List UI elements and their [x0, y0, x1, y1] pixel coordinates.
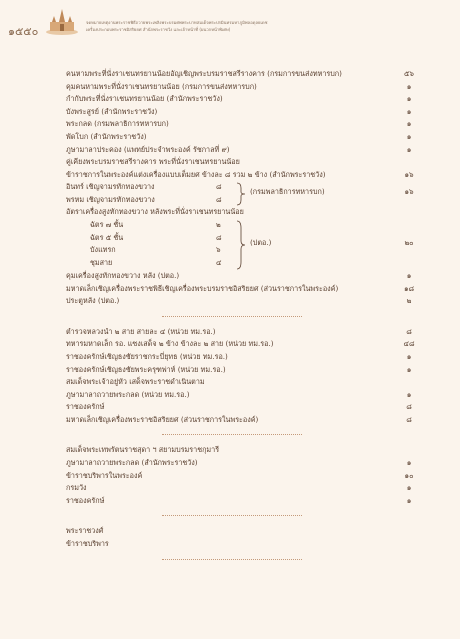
- list-row: [66, 538, 406, 551]
- list-row: [66, 457, 412, 470]
- row-label: พัดโบก (สำนักพระราชวัง): [66, 131, 147, 141]
- row-label: ภูษามาลาประคอง (แพทย์ประจำพระองค์ รัชกาลที่ ๙): [66, 144, 230, 154]
- row-label: ตำรวจหลวงนำ ๒ สาย สายละ ๔ (หน่วย ทม.รอ.): [66, 326, 216, 336]
- section-divider: [162, 559, 302, 561]
- list-row: [66, 206, 406, 219]
- row-label: ชุมสาย: [90, 257, 113, 267]
- list-row: [66, 364, 412, 377]
- list-row: [66, 131, 412, 144]
- row-count: ๑: [406, 351, 412, 361]
- list-row: [66, 401, 412, 414]
- list-row: [66, 81, 412, 94]
- list-row: [66, 169, 414, 182]
- procession-list: [66, 68, 415, 569]
- list-row: [66, 118, 412, 131]
- brace-icon: [236, 220, 246, 270]
- list-row: [66, 470, 414, 483]
- row-count: ๑: [406, 270, 412, 280]
- list-row: [66, 351, 412, 364]
- header-text: [86, 19, 326, 33]
- row-label: ทหารมหาดเล็ก รอ. แซงเสด็จ ๒ ข้าง ข้างละ ๒ สาย (หน่วย ทม.รอ.): [66, 339, 274, 349]
- section-divider: [162, 434, 302, 436]
- row-label: สมเด็จพระเจ้าอยู่หัว เสด็จพระราชดำเนินตาม: [66, 377, 205, 387]
- row-count: ๑๘: [403, 283, 415, 293]
- list-row: [66, 376, 406, 389]
- page-number: ๑๕๕๐: [8, 25, 39, 38]
- list-row: [66, 93, 412, 106]
- row-count: ๘: [406, 414, 412, 424]
- row-count: ๑: [406, 94, 412, 104]
- list-row: [66, 338, 415, 351]
- row-label: ข้าราชบริพาร: [66, 539, 109, 549]
- list-row: [66, 106, 412, 119]
- row-count: ๔๘: [403, 339, 415, 349]
- header-line-2: เครื่องประกอบพระราชอิสริยยศ สำนักพระราชวัง และเจ้าหน้าที่ (ผนวกหน้าพิเศษ): [86, 27, 231, 32]
- row-label: ภูษามาลาถวายพระกลด (สำนักพระราชวัง): [66, 458, 198, 468]
- row-qty: ๘: [216, 182, 222, 192]
- row-count: ๑๐: [404, 470, 414, 480]
- row-label: ภูษามาลาถวายพระกลด (หน่วย ทม.รอ.): [66, 389, 190, 399]
- group-label: (กรมพลาธิการทหารบก): [250, 187, 325, 197]
- row-label: ข้าราชการในพระองค์แต่งเครื่องแบบเต็มยศ ข้างละ ๘ รวม ๒ ข้าง (สำนักพระราชวัง): [66, 169, 326, 179]
- list-row: [66, 144, 412, 157]
- row-label: มหาดเล็กเชิญเครื่องพระราชพิธีเชิญเครื่องพระบรมราชอิสริยยศ (ส่วนราชการในพระองค์): [66, 283, 339, 293]
- row-label: พระกลด (กรมพลาธิการทหารบก): [66, 119, 169, 129]
- row-label: ราชองครักษ์: [66, 402, 105, 412]
- row-count: ๑: [406, 389, 412, 399]
- row-label: ฉัตร ๗ ชั้น: [90, 219, 124, 229]
- row-count: ๑: [406, 458, 412, 468]
- row-label: กรมวัง: [66, 483, 87, 493]
- list-row: [66, 326, 412, 339]
- row-count: ๑: [406, 131, 412, 141]
- list-row: [66, 270, 412, 283]
- list-row: [66, 414, 412, 427]
- list-row: [66, 444, 406, 457]
- row-count: ๑: [406, 483, 412, 493]
- brace-icon: [236, 182, 246, 206]
- row-count: ๑๖: [404, 169, 414, 179]
- row-count: ๑: [406, 119, 412, 129]
- list-row: [66, 495, 412, 508]
- row-label: ราชองครักษ์เชิญธงชัยราชกระบี่ยุทธ (หน่วย ทม.รอ.): [66, 351, 228, 361]
- row-qty: ๖: [216, 245, 221, 255]
- chamara-group: [66, 181, 414, 206]
- row-label: ราชองครักษ์: [66, 495, 105, 505]
- row-qty: ๘: [216, 232, 222, 242]
- row-label: มหาดเล็กเชิญเครื่องพระราชอิสริยยศ (ส่วนราชการในพระองค์): [66, 414, 259, 424]
- list-row: [66, 156, 406, 169]
- header-line-1: จดหมายเหตุงานพระราชพิธีถวายพระเพลิงพระบรมศพพระบาทสมเด็จพระปรมินทรมหาภูมิพลอดุลยเดช: [86, 20, 268, 25]
- list-row: [66, 482, 412, 495]
- row-qty: ๔: [216, 257, 222, 267]
- row-label: ประตูหลัง (ปตอ.): [66, 296, 120, 306]
- row-label: สมเด็จพระเทพรัตนราชสุดา ฯ สยามบรมราชกุมารี: [66, 445, 220, 455]
- row-label: พระราชวงศ์: [66, 526, 104, 536]
- row-label: คุมเครื่องสูงทักทองขวาง หลัง (ปตอ.): [66, 270, 180, 280]
- row-label: ฉัตร ๕ ชั้น: [90, 232, 124, 242]
- list-row: [66, 389, 412, 402]
- row-label: พรหม เชิญจามรทักทองขวาง: [66, 194, 155, 204]
- row-count: ๑: [406, 144, 412, 154]
- section-divider: [162, 515, 302, 517]
- list-row: [66, 525, 406, 538]
- row-label: กำกับพระที่นั่งราเชนทรยานน้อย (สำนักพระราชวัง): [66, 94, 223, 104]
- row-label: คนหามพระที่นั่งราเชนทรยานน้อยอัญเชิญพระบรมราชสรีรางคาร (กรมการขนส่งทหารบก): [66, 69, 342, 78]
- regalia-group: [66, 219, 414, 270]
- row-count: ๕๖: [403, 69, 414, 78]
- row-count: ๑: [406, 495, 412, 505]
- row-label: บังพระสูรย์ (สำนักพระราชวัง): [66, 106, 158, 116]
- row-count: ๑: [406, 364, 412, 374]
- row-label: ราชองครักษ์เชิญธงชัยพระครุฑพ่าห์ (หน่วย ทม.รอ.): [66, 364, 226, 374]
- list-row: [66, 283, 415, 296]
- row-qty: ๒: [216, 219, 221, 229]
- row-label: ข้าราชบริพารในพระองค์: [66, 470, 143, 480]
- row-label: อินทร์ เชิญจามรทักทองขวาง: [66, 182, 155, 192]
- page-header: [0, 0, 460, 42]
- row-label: บังแทรก: [90, 245, 116, 255]
- section-divider: [162, 316, 302, 318]
- group-count: ๑๖: [404, 187, 414, 197]
- group-count: ๒๐: [404, 237, 414, 247]
- row-label: อัตราเครื่องสูงทักทองขวาง หลังพระที่นั่งราเชนทรยานน้อย: [66, 207, 244, 217]
- row-label: คุมคนหามพระที่นั่งราเชนทรยานน้อย (กรมการขนส่งทหารบก): [66, 81, 257, 91]
- row-count: ๑: [406, 106, 412, 116]
- row-count: ๒: [406, 296, 412, 306]
- row-label: คู่เคียงพระบรมราชสรีรางคาร พระที่นั่งราเชนทรยานน้อย: [66, 157, 240, 167]
- list-row: [66, 68, 414, 81]
- group-label: (ปตอ.): [250, 237, 272, 247]
- list-row: [66, 295, 412, 308]
- row-count: ๑: [406, 81, 412, 91]
- row-count: ๘: [406, 402, 412, 412]
- row-count: ๘: [406, 326, 412, 336]
- royal-emblem-icon: [44, 8, 80, 36]
- row-qty: ๘: [216, 194, 222, 204]
